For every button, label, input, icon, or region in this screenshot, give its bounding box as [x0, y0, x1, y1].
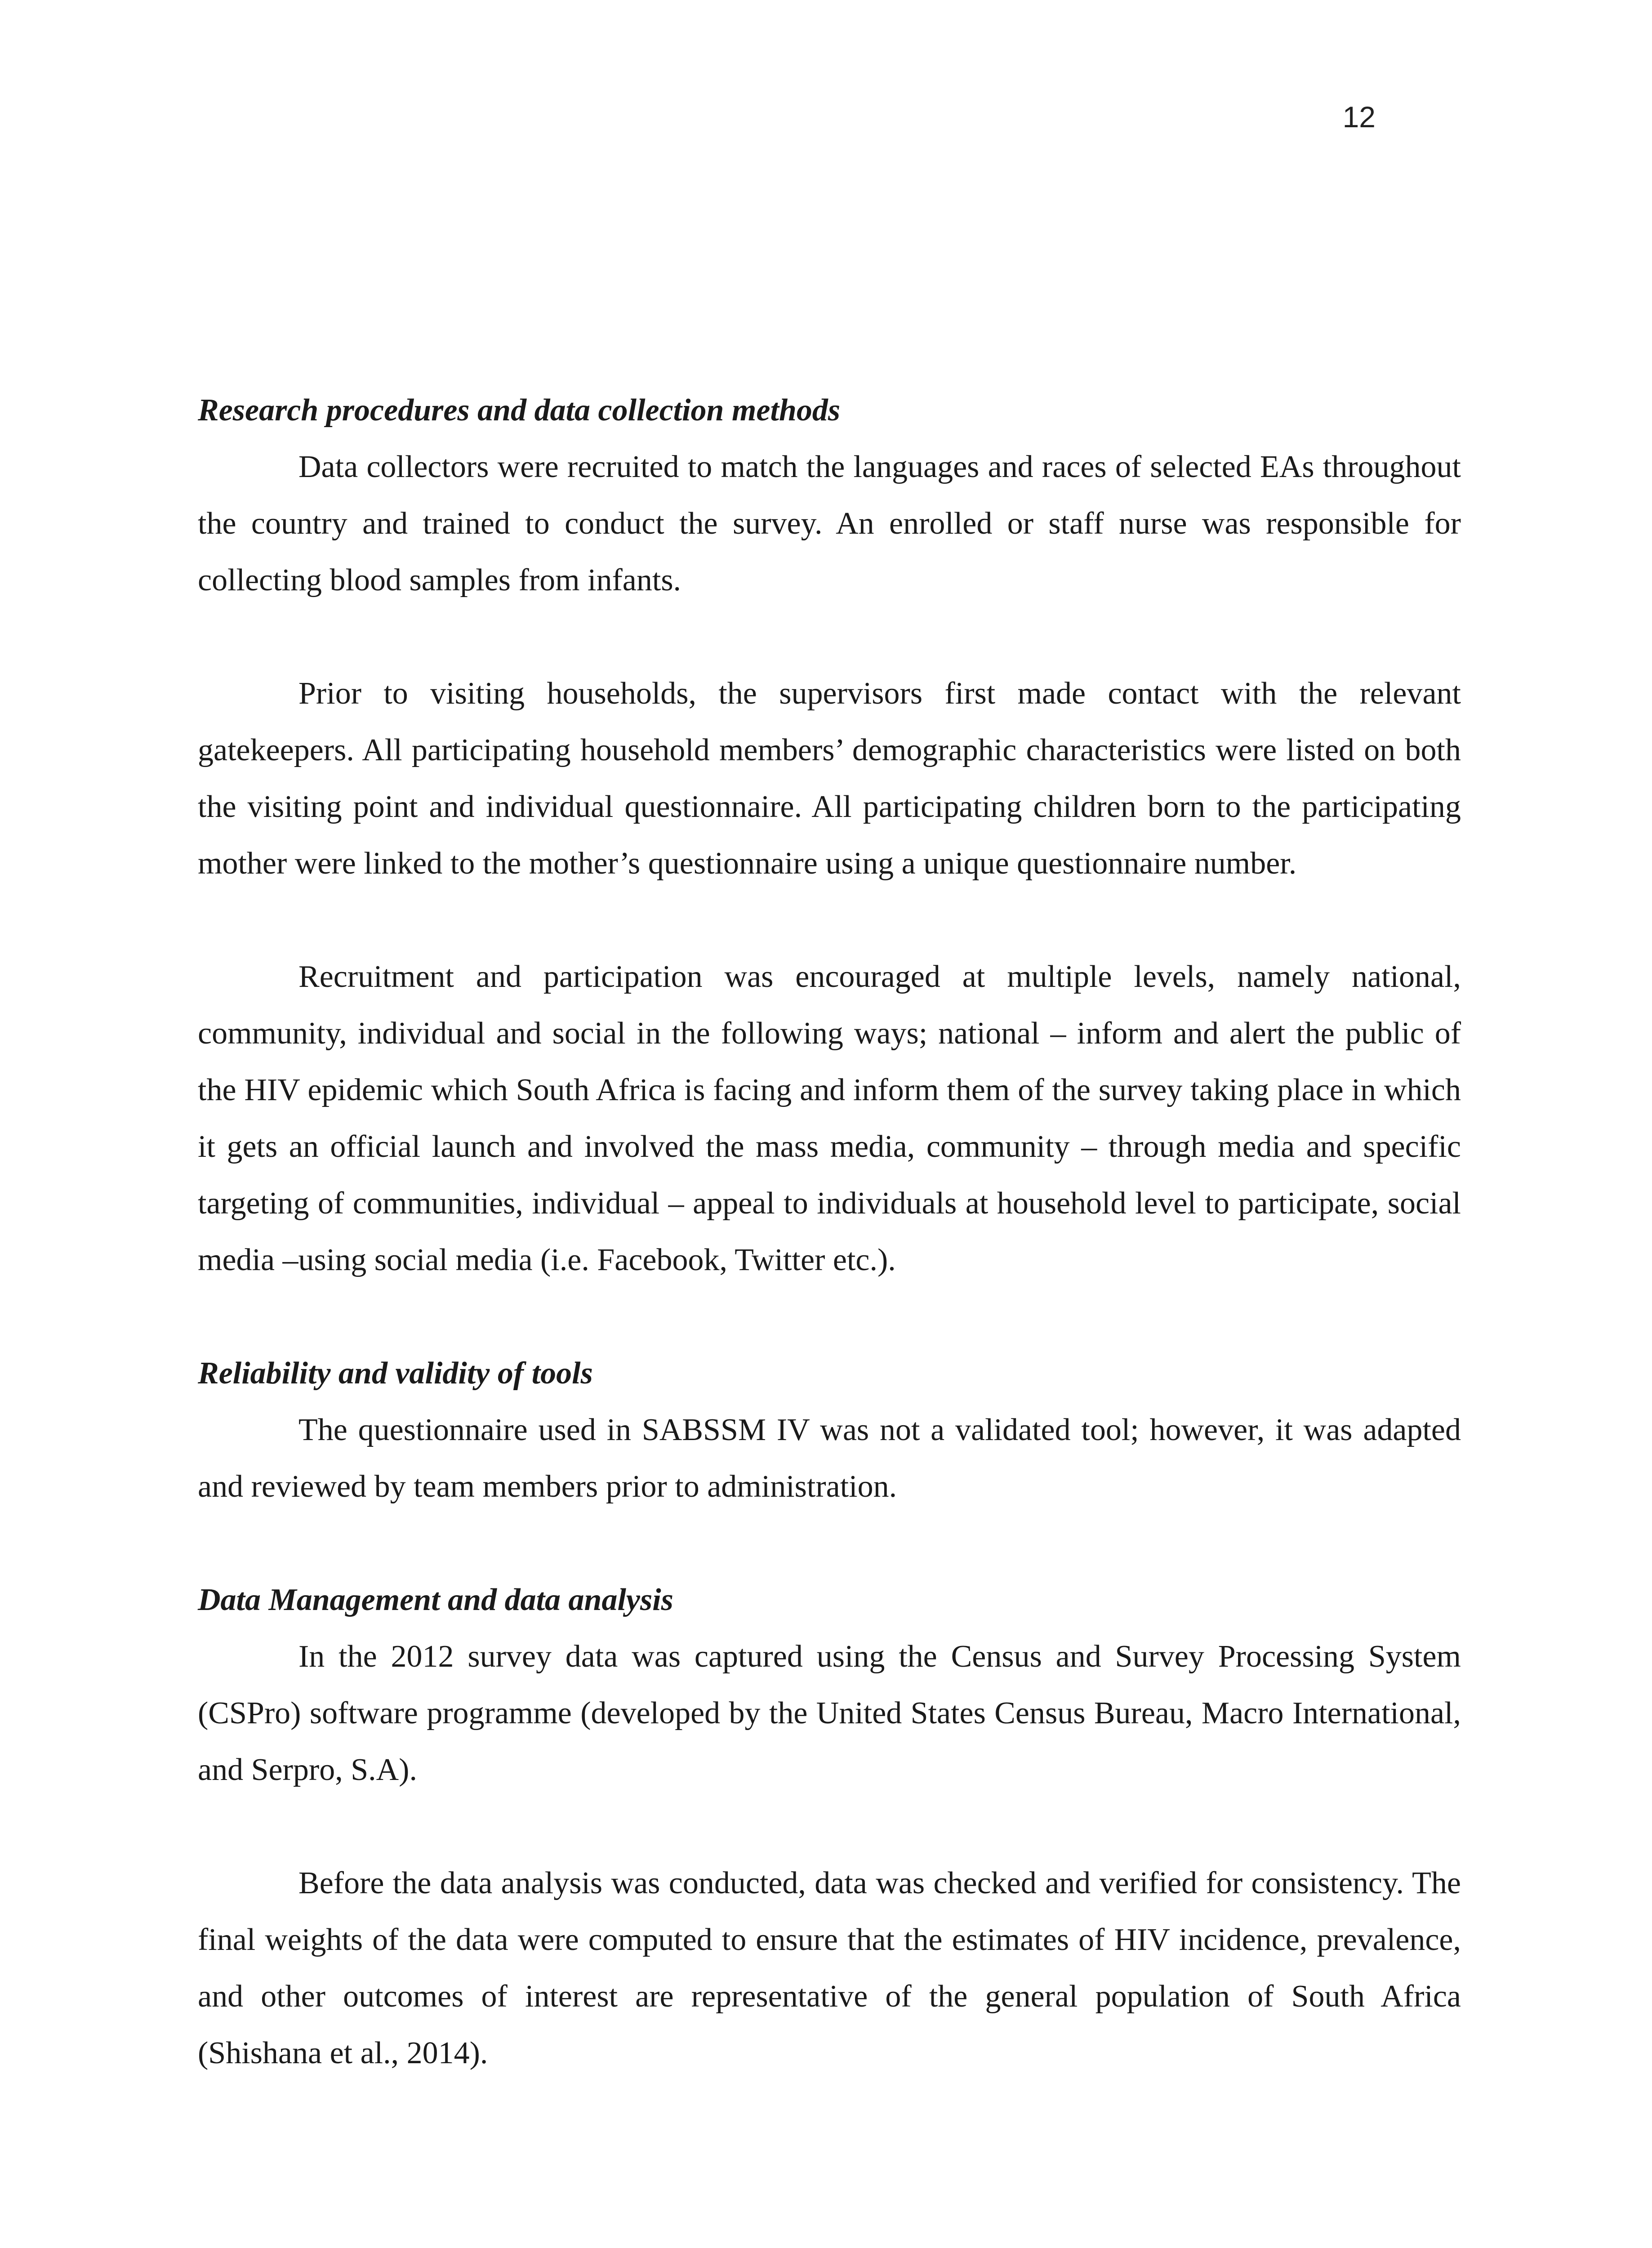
section-heading-data-management: Data Management and data analysis [198, 1583, 673, 1617]
section-heading-research-procedures: Research procedures and data collection methods [198, 393, 841, 428]
page-body [198, 382, 1461, 2082]
page-number: 12 [1342, 100, 1376, 134]
paragraph-cspro: In the 2012 survey data was captured using the Census and Survey Processing System (CSPro) software programme (developed by the United States Census Bureau, Macro International, and Serpro, S.A). [198, 1639, 1461, 1787]
paragraph-recruitment: Recruitment and participation was encouraged at multiple levels, namely national, community, individual and social in the following ways; national – inform and alert the public of the HIV epidemic which South Africa is facing and inform them of the survey taking place in which it gets an official launch and involved the mass media, community – through media and specific targeting of communities, individual – appeal to individuals at household level to participate, social media –using social media (i.e. Facebook, Twitter etc.). [198, 959, 1461, 1277]
paragraph-data-analysis: Before the data analysis was conducted, data was checked and verified for consistency. The final weights of the data were computed to ensure that the estimates of HIV incidence, prevalence, and other outcomes of interest are representative of the general population of South Africa (Shishana et al., 2014). [198, 1866, 1461, 2070]
section-heading-reliability-validity: Reliability and validity of tools [198, 1356, 593, 1391]
paragraph-questionnaire: The questionnaire used in SABSSM IV was not a validated tool; however, it was adapted and reviewed by team members prior to administration. [198, 1413, 1461, 1504]
paragraph-data-collectors: Data collectors were recruited to match the languages and races of selected EAs throughout the country and trained to conduct the survey. An enrolled or staff nurse was responsible for collecting blood samples from infants. [198, 450, 1461, 598]
paragraph-prior-to-visiting: Prior to visiting households, the supervisors first made contact with the relevant gatekeepers. All participating household members’ demographic characteristics were listed on both the visiting point and individual questionnaire. All participating children born to the participating mother were linked to the mother’s questionnaire using a unique questionnaire number. [198, 676, 1461, 881]
